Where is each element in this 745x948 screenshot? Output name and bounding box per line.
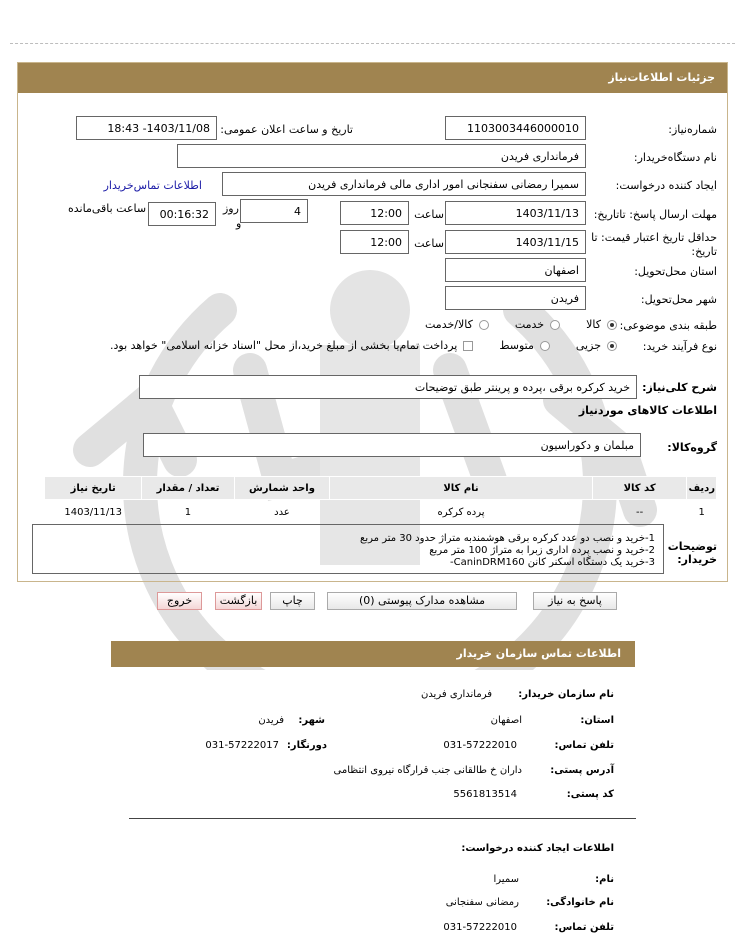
contact-divider (129, 818, 636, 819)
print-button[interactable]: چاپ (270, 592, 315, 610)
summary-value: خرید کرکره برقی ،پرده و پرینتر طبق توضیحات (414, 380, 630, 394)
cell-name: پرده کرکره (437, 506, 485, 518)
postal-value: 5561813514 (453, 789, 517, 800)
contact-title-bar (111, 641, 635, 667)
process-label: نوع فرآیند خرید: (642, 340, 717, 353)
notes-label-1: توضیحات (667, 540, 717, 553)
days-value: 4 (294, 204, 301, 218)
deadline-date-field (445, 201, 586, 225)
cell-row: 1 (698, 506, 705, 518)
validity-time-value: 12:00 (370, 235, 402, 249)
back-button[interactable]: بازگشت (215, 592, 262, 610)
validity-label-2: تاریخ: (691, 245, 717, 258)
creator-field (222, 172, 586, 196)
validity-time-field (340, 230, 409, 254)
top-divider (10, 43, 735, 44)
notes-line-3: 3-خرید یک دستگاه اسکنر کانن CaninDRM160- (450, 557, 655, 568)
announce-label: تاریخ و ساعت اعلان عمومی: (220, 123, 353, 136)
goods-group-value: مبلمان و دکوراسیون (540, 438, 634, 452)
deadline-label: مهلت ارسال پاسخ: تاتاریخ: (593, 208, 717, 221)
province-label: استان محل‌تحویل: (634, 265, 717, 278)
deadline-date-value: 1403/11/13 (515, 206, 579, 220)
creator-family-label: نام خانوادگی: (546, 897, 614, 908)
cell-code: -- (636, 506, 644, 518)
category-options (425, 318, 617, 331)
radio-service[interactable] (550, 320, 560, 330)
deadline-time-field (340, 201, 409, 225)
validity-date-value: 1403/11/15 (515, 235, 579, 249)
cell-date: 1403/11/13 (64, 506, 122, 518)
radio-goods-service-label: کالا/خدمت (425, 318, 473, 331)
contact-title: اطلاعات تماس سازمان خریدار (456, 647, 621, 660)
address-label: آدرس پستی: (550, 765, 614, 776)
payment-note: پرداخت تمام‌یا بخشی از مبلغ خرید،از محل "اسناد خزانه اسلامی" خواهد بود. (110, 339, 458, 352)
validity-date-field (445, 230, 586, 254)
remaining-time-field (148, 202, 216, 226)
creator-phone-label: تلفن تماس: (554, 922, 614, 933)
radio-medium-label: متوسط (499, 339, 534, 352)
days-label: روز (223, 202, 239, 215)
fax-value: 031-57222017 (205, 740, 279, 751)
buyer-field (177, 144, 586, 168)
radio-goods-service[interactable] (479, 320, 489, 330)
col-unit: واحد شمارش (234, 477, 330, 500)
creator-phone-value: 031-57222010 (443, 922, 517, 933)
creator-family-value: رمضانی سفنجانی (445, 897, 519, 908)
org-value: فرمانداری فریدن (420, 689, 492, 700)
table-row (45, 500, 717, 525)
summary-field (139, 375, 637, 399)
creator-value: سمیرا رمضانی سفنجانی امور اداری مالی فرمانداری فریدن (308, 177, 579, 191)
col-name: نام کالا (330, 477, 593, 500)
col-qty: تعداد / مقدار (142, 477, 234, 500)
col-row: ردیف (687, 477, 717, 500)
notes-label-2: خریدار: (677, 553, 717, 566)
notes-box (32, 524, 664, 574)
announce-value: 1403/11/08- 18:43 (107, 121, 210, 135)
contact-city-label: شهر: (298, 715, 325, 726)
deadline-time-label: ساعت (414, 208, 444, 221)
contact-province-value: اصفهان (490, 715, 522, 726)
buyer-contact-link[interactable]: اطلاعات تماس‌خریدار (103, 179, 202, 192)
city-label: شهر محل‌تحویل: (640, 293, 717, 306)
postal-label: کد پستی: (566, 789, 614, 800)
buyer-value: فرمانداری فریدن (500, 149, 579, 163)
creator-name-label: نام: (595, 874, 614, 885)
fax-label: دورنگار: (286, 740, 327, 751)
and-label: و (236, 217, 242, 230)
notes-line-1: 1-خرید و نصب دو عدد کرکره برقی هوشمندبه متراژ حدود 30 متر مربع (360, 533, 655, 544)
goods-info-title: اطلاعات کالاهای موردنیاز (578, 404, 717, 417)
radio-small-label: جزیی (575, 339, 601, 352)
goods-group-field (143, 433, 641, 457)
radio-medium[interactable] (540, 341, 550, 351)
radio-service-label: خدمت (514, 318, 545, 331)
radio-goods-label: کالا (586, 318, 601, 331)
cell-unit: عدد (274, 506, 290, 518)
need-number-label: شماره‌نیاز: (668, 123, 717, 136)
process-options (110, 339, 617, 352)
table-header-row (45, 477, 717, 500)
validity-label-1: حداقل تاریخ اعتبار قیمت: تا (591, 231, 717, 244)
validity-time-label: ساعت (414, 237, 444, 250)
category-label: طبقه بندی موضوعی: (619, 319, 717, 332)
creator-label: ایجاد کننده درخواست: (615, 179, 717, 192)
buyer-label: نام دستگاه‌خریدار: (633, 151, 717, 164)
goods-table (44, 476, 717, 524)
contact-province-label: استان: (580, 715, 614, 726)
notes-line-2: 2-خرید و نصب پرده اداری زبرا به متراژ 100 متر مربع (429, 545, 655, 556)
treasury-checkbox[interactable] (463, 341, 473, 351)
reply-button[interactable]: پاسخ به نیاز (533, 592, 617, 610)
contact-city-value: فریدن (258, 715, 284, 726)
city-value: فریدن (550, 291, 579, 305)
days-field (240, 199, 308, 223)
city-field (445, 286, 586, 310)
exit-button[interactable]: خروج (157, 592, 202, 610)
creator-section-title: اطلاعات ایجاد کننده درخواست: (461, 843, 614, 854)
cell-qty: 1 (184, 506, 192, 518)
remaining-time-value: 00:16:32 (159, 207, 209, 221)
view-docs-button[interactable]: مشاهده مدارک پیوستی (0) (327, 592, 517, 610)
announce-field (76, 116, 217, 140)
panel-title-bar (18, 63, 727, 93)
deadline-time-value: 12:00 (370, 206, 402, 220)
goods-group-label: گروه‌کالا: (667, 441, 717, 454)
org-label: نام سازمان خریدار: (518, 689, 614, 700)
col-date: تاریخ نیاز (45, 477, 142, 500)
radio-small[interactable] (607, 341, 617, 351)
province-field (445, 258, 586, 282)
col-code: کد کالا (592, 477, 687, 500)
remaining-label: ساعت باقی‌مانده (68, 202, 147, 215)
radio-goods[interactable] (607, 320, 617, 330)
creator-name-value: سمیرا (493, 874, 519, 885)
need-number-value: 1103003446000010 (467, 121, 579, 135)
province-value: اصفهان (544, 263, 579, 277)
contact-phone-label: تلفن تماس: (554, 740, 614, 751)
summary-label: شرح کلی‌نیاز: (642, 381, 717, 394)
address-value: داران خ طالقانی جنب قرارگاه نیروی انتظامی (333, 765, 522, 776)
contact-phone-value: 031-57222010 (443, 740, 517, 751)
need-number-field (445, 116, 586, 140)
panel-title: جزئیات اطلاعات‌نیاز (608, 71, 715, 84)
